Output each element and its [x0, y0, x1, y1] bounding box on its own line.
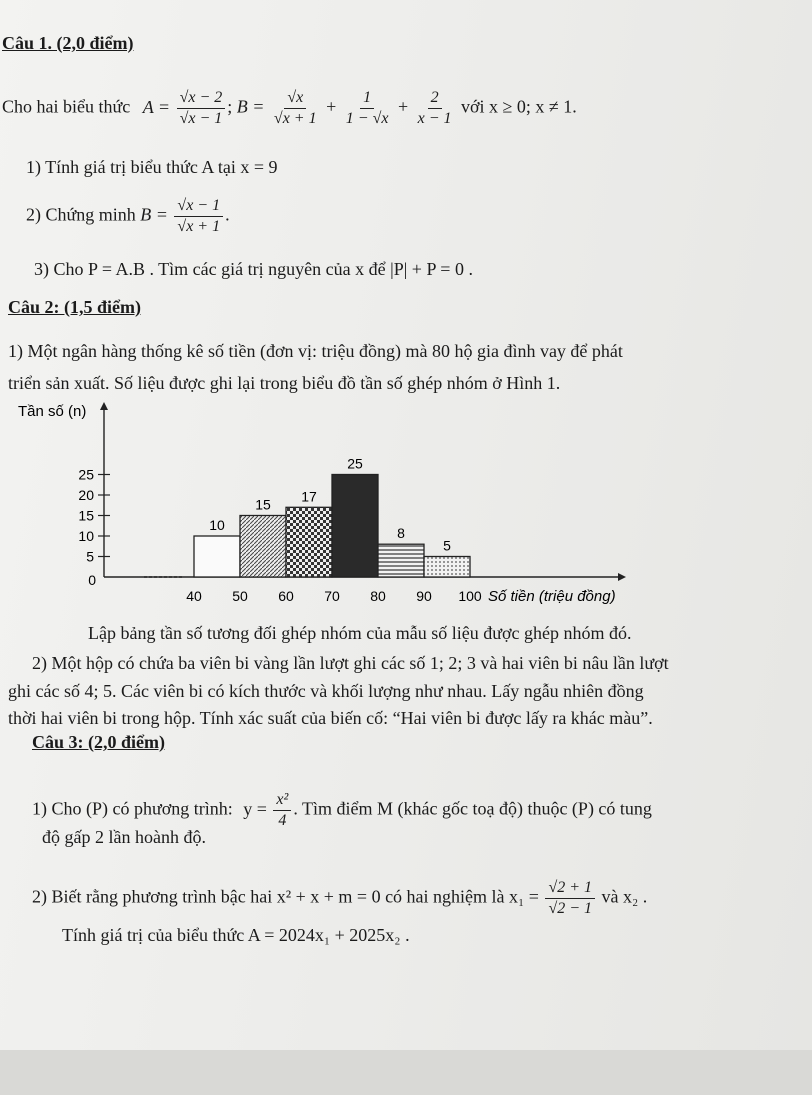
- q1-part2: 2) Chứng minh B = $\frac{√x - 1}{√x + 1}$ .: [26, 197, 230, 235]
- bar-value-label-4: 8: [397, 525, 405, 542]
- bar-[70;80): [332, 475, 378, 578]
- y-tick-label-20: 20: [78, 487, 94, 503]
- q1-part1: 1) Tính giá trị biểu thức A tại x = 9: [26, 157, 278, 177]
- q2-part2-line2: ghi các số 4; 5. Các viên bi có kích thước và khối lượng như nhau. Lấy ngẫu nhiên đồng: [8, 681, 644, 701]
- chart-task: Lập bảng tần số tương đối ghép nhóm của mẫu số liệu được ghép nhóm đó.: [88, 623, 632, 643]
- q1-B-label: B =: [236, 96, 265, 117]
- q2-part2-line3: thời hai viên bi trong hộp. Tính xác suất của biến cố: “Hai viên bi được lấy ra khác màu”.: [8, 708, 653, 728]
- bar-value-label-5: 5: [443, 537, 451, 554]
- bar-value-label-0: 10: [209, 517, 225, 533]
- bar-value-label-2: 17: [301, 488, 317, 505]
- q3-part1: 1) Cho (P) có phương trình: y = $\frac{\text{x²}}{4}$ . Tìm điểm M (khác gốc toạ độ) thuộc (P) có tung: [32, 791, 652, 829]
- q1-A-label: A =: [142, 96, 171, 117]
- q2-heading: Câu 2: (1,5 điểm): [8, 297, 141, 317]
- y-tick-label-10: 10: [78, 528, 94, 544]
- q1-B-term3: $\frac{2}{x - 1}$: [417, 89, 452, 127]
- x-axis-arrow: [618, 573, 626, 581]
- bar-[40;50): [194, 536, 240, 577]
- q3-root-fraction: $\frac{√2 + 1}{√2 - 1}$: [545, 878, 595, 919]
- x-tick-label-70: 70: [324, 588, 340, 604]
- bar-[50;60): [240, 516, 286, 578]
- bar-value-label-1: 15: [255, 496, 271, 513]
- q1-heading: Câu 1. (2,0 điểm): [2, 33, 134, 53]
- q1-B-term2: $\frac{1}{1 - √x}$: [345, 89, 389, 127]
- x-tick-label-90: 90: [416, 588, 432, 604]
- q1-part3: 3) Cho P = A.B . Tìm các giá trị nguyên của x để |P| + P = 0 .: [34, 259, 473, 279]
- histogram-chart: [14, 400, 664, 615]
- bar-[80;90): [378, 544, 424, 577]
- q3-parabola-fraction: $\frac{\text{x²}}{4}$: [273, 790, 291, 831]
- x-axis-label: Số tiền (triệu đồng): [488, 588, 616, 605]
- q3-part1-line2: độ gấp 2 lần hoành độ.: [42, 827, 206, 847]
- q3-heading: Câu 3: (2,0 điểm): [32, 732, 165, 752]
- q2-part2-line1: 2) Một hộp có chứa ba viên bi vàng lần lượt ghi các số 1; 2; 3 và hai viên bi nâu lần lượt: [32, 653, 669, 673]
- x-tick-label-60: 60: [278, 588, 294, 604]
- y-tick-label-0: 0: [88, 572, 96, 588]
- y-tick-label-15: 15: [78, 507, 94, 524]
- q2-part1-line1: 1) Một ngân hàng thống kê số tiền (đơn vị: triệu đồng) mà 80 hộ gia đình vay để phát: [8, 341, 623, 361]
- y-tick-label-25: 25: [78, 466, 94, 483]
- x-tick-label-100: 100: [458, 588, 482, 604]
- y-axis-label: Tần số (n): [18, 403, 87, 420]
- y-tick-label-5: 5: [86, 548, 94, 565]
- q1-A-fraction: $\frac{√x - 2}{√x - 1}$: [177, 88, 226, 129]
- q3-part2: 2) Biết rằng phương trình bậc hai x² + x + m = 0 có hai nghiệm là x₁ = $\frac{√2 + 1}{√2 - 1}$ và x₂ .: [32, 879, 648, 917]
- q1-B-term1: $\frac{√x}{√x + 1}$: [273, 89, 317, 127]
- q1-expression-line: Cho hai biểu thức A = $\frac{√x - 2}{√x - 1}$ ; B = $\frac{√x}{√x + 1}$ + $\frac{1}{1 - √x}$ + $\frac{2}{x - 1}$ với x ≥ 0; x ≠ 1.: [2, 89, 577, 127]
- bar-value-label-3: 25: [347, 455, 363, 472]
- bar-[90;100): [424, 557, 470, 578]
- q1-part2-fraction: $\frac{√x - 1}{√x + 1}$: [174, 196, 223, 237]
- x-tick-label-40: 40: [186, 588, 202, 604]
- q1-condition: với x ≥ 0; x ≠ 1.: [461, 96, 577, 117]
- q2-part1-line2: triển sản xuất. Số liệu được ghi lại trong biểu đồ tần số ghép nhóm ở Hình 1.: [8, 373, 561, 393]
- y-axis-arrow: [100, 402, 108, 410]
- q3-part2-line2: Tính giá trị của biểu thức A = 2024x₁ + 2025x₂ .: [62, 925, 410, 945]
- q1-intro: Cho hai biểu thức: [2, 96, 131, 117]
- x-tick-label-50: 50: [232, 588, 248, 604]
- bar-[60;70): [286, 507, 332, 577]
- x-tick-label-80: 80: [370, 588, 386, 604]
